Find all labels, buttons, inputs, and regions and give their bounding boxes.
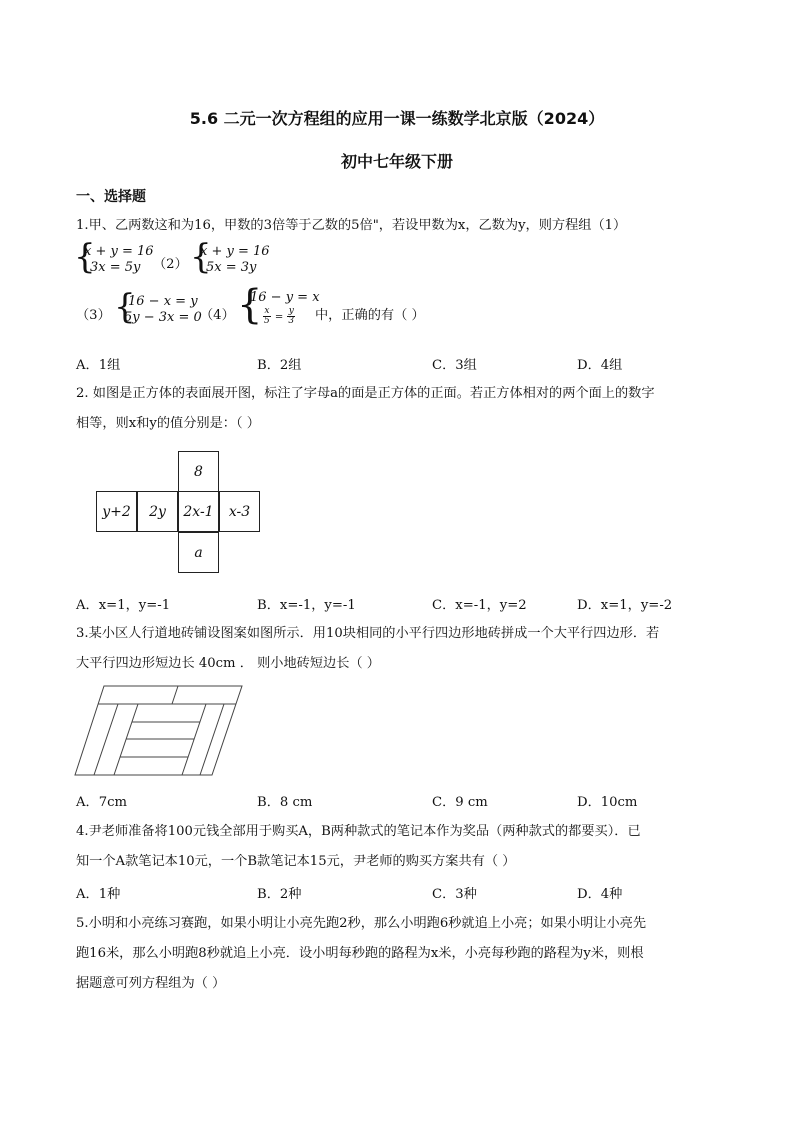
parallelogram-tile-diagram <box>74 685 244 777</box>
q1-option-a[interactable]: A．1组 <box>76 358 121 373</box>
q1-option-b[interactable]: B．2组 <box>257 358 302 373</box>
question-5-text-line3: 据题意可列方程组为（ ） <box>76 976 226 991</box>
q3-option-c[interactable]: C．9 cm <box>432 795 488 810</box>
q1-label-3: （3） <box>76 308 111 323</box>
question-5-text-line1: 5.小明和小亮练习赛跑，如果小明让小亮先跑2秒，那么小明跑6秒就追上小亮；如果小明让小亮先 <box>76 916 647 931</box>
page-subtitle: 初中七年级下册 <box>340 152 453 171</box>
question-5-text-line2: 跑16米，那么小明跑8秒就追上小亮．设小明每秒跑的路程为x米，小亮每秒跑的路程为y米，则根 <box>76 946 644 961</box>
net-face-right: x-3 <box>219 491 260 532</box>
q3-option-b[interactable]: B．8 cm <box>257 795 313 810</box>
net-face-bottom: a <box>178 532 219 573</box>
q1-label-2: （2） <box>153 257 188 272</box>
q1-sys1-eq2: 3x = 5y <box>90 260 141 275</box>
q2-option-c[interactable]: C．x=-1，y=2 <box>432 598 527 613</box>
net-face-center: 2x-1 <box>178 491 219 532</box>
q1-sys2-eq1: x + y = 16 <box>200 244 270 259</box>
q3-option-d[interactable]: D．10cm <box>577 795 638 810</box>
q2-option-d[interactable]: D．x=1，y=-2 <box>577 598 673 613</box>
q1-sys4-eq1: 16 − y = x <box>250 290 320 305</box>
q1-option-c[interactable]: C．3组 <box>432 358 477 373</box>
q1-tail-text: 中，正确的有（ ） <box>315 308 425 323</box>
brace-icon: { <box>190 237 212 277</box>
q4-option-d[interactable]: D．4种 <box>577 887 623 902</box>
q1-label-4: （4） <box>200 308 235 323</box>
section-heading: 一、选择题 <box>76 189 146 205</box>
net-face-left-outer: y+2 <box>96 491 137 532</box>
question-2-text-line2: 相等，则x和y的值分别是：（ ） <box>76 416 260 431</box>
q1-sys3-eq2: 5y − 3x = 0 <box>124 310 202 325</box>
page-title: 5.6 二元一次方程组的应用一课一练数学北京版（2024） <box>189 109 605 128</box>
q1-option-d[interactable]: D．4组 <box>577 358 623 373</box>
q4-option-c[interactable]: C．3种 <box>432 887 477 902</box>
q1-sys2-eq2: 5x = 3y <box>206 260 257 275</box>
q3-option-a[interactable]: A．7cm <box>76 795 127 810</box>
brace-icon: { <box>237 282 263 328</box>
q2-option-b[interactable]: B．x=-1，y=-1 <box>257 598 356 613</box>
q1-sys3-eq1: 16 − x = y <box>128 294 198 309</box>
brace-icon: { <box>74 237 96 277</box>
q4-option-b[interactable]: B．2种 <box>257 887 302 902</box>
net-face-left-inner: 2y <box>137 491 178 532</box>
question-3-text-line2: 大平行四边形短边长 40cm ． 则小地砖短边长（ ） <box>76 656 380 671</box>
q4-option-a[interactable]: A．1种 <box>76 887 121 902</box>
question-1-text: 1.甲、乙两数这和为16，甲数的3倍等于乙数的5倍"，若设甲数为x，乙数为y，则方程组（1） <box>76 218 627 233</box>
question-4-text-line1: 4.尹老师准备将100元钱全部用于购买A，B两种款式的笔记本作为奖品（两种款式的都要买）．已 <box>76 824 641 839</box>
q1-sys4-eq2: $\frac{x}{5}$ = $\frac{y}{3}$ <box>264 306 295 326</box>
q1-sys1-eq1: x + y = 16 <box>84 244 154 259</box>
question-3-text-line1: 3.某小区人行道地砖铺设图案如图所示．用10块相同的小平行四边形地砖拼成一个大平行四边形．若 <box>76 626 660 641</box>
net-face-top: 8 <box>178 451 219 492</box>
question-2-text-line1: 2. 如图是正方体的表面展开图，标注了字母a的面是正方体的正面。若正方体相对的两个面上的数字 <box>76 386 655 401</box>
brace-icon: { <box>114 287 136 327</box>
q2-option-a[interactable]: A．x=1，y=-1 <box>76 598 171 613</box>
question-4-text-line2: 知一个A款笔记本10元，一个B款笔记本15元，尹老师的购买方案共有（ ） <box>76 854 516 869</box>
